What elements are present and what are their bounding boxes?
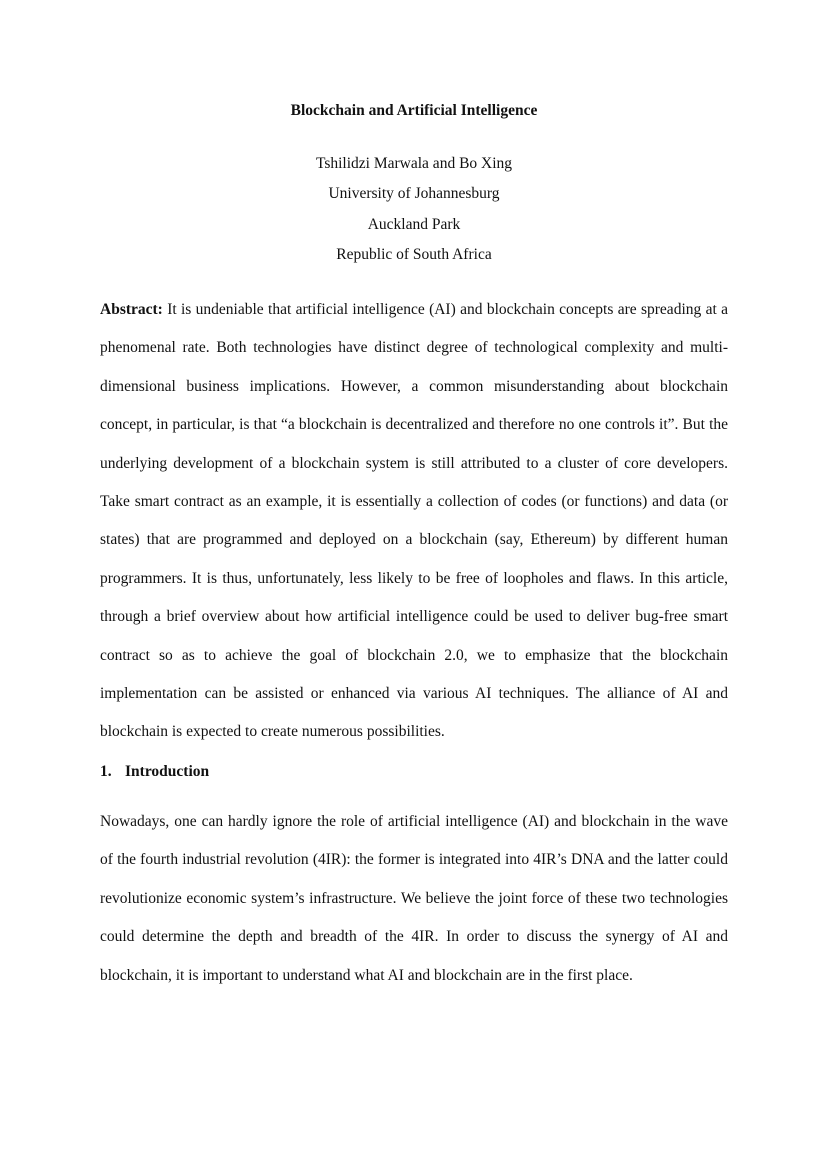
paper-title: Blockchain and Artificial Intelligence [290, 102, 538, 119]
affiliation-university: University of Johannesburg [328, 185, 500, 203]
author-block [0, 149, 828, 270]
section-heading-introduction [100, 761, 209, 783]
section-number: 1. [100, 763, 112, 780]
affiliation-location: Auckland Park [367, 215, 461, 233]
introduction-paragraph: Nowadays, one can hardly ignore the role of artificial intelligence (AI) and blockchain in the wave of the fourth industrial revolution (4IR): the former is integrated into 4IR’s DNA and the latter could revolutionize economic system’s infrastructure. We believe the joint force of these two technologies could determine the depth and breadth of the 4IR. In order to discuss the synergy of AI and blockchain, it is important to understand what AI and blockchain are in the first place. [100, 813, 728, 984]
abstract-paragraph [100, 291, 728, 752]
section-title: Introduction [125, 763, 210, 780]
author-names: Tshilidzi Marwala and Bo Xing [315, 155, 513, 172]
abstract-label: Abstract: [100, 301, 163, 318]
abstract-text: It is undeniable that artificial intelligence (AI) and blockchain concepts are spreading at a phenomenal rate. Both technologies have distinct degree of technological complexity and multi-dimensional business implications. However, a common misunderstanding about blockchain concept, in particular, is that “a blockchain is decentralized and therefore no one controls it”. But the underlying development of a blockchain system is still attributed to a cluster of core developers. Take smart contract as an example, it is essentially a collection of codes (or functions) and data (or states) that are programmed and deployed on a blockchain (say, Ethereum) by different human programmers. It is thus, unfortunately, less likely to be free of loopholes and flaws. In this article, through a brief overview about how artificial intelligence could be used to deliver bug-free smart contract so as to achieve the goal of blockchain 2.0, we to emphasize that the blockchain implementation can be assisted or enhanced via various AI techniques. The alliance of AI and blockchain is expected to create numerous possibilities. [100, 301, 728, 741]
affiliation-country: Republic of South Africa [336, 245, 492, 263]
